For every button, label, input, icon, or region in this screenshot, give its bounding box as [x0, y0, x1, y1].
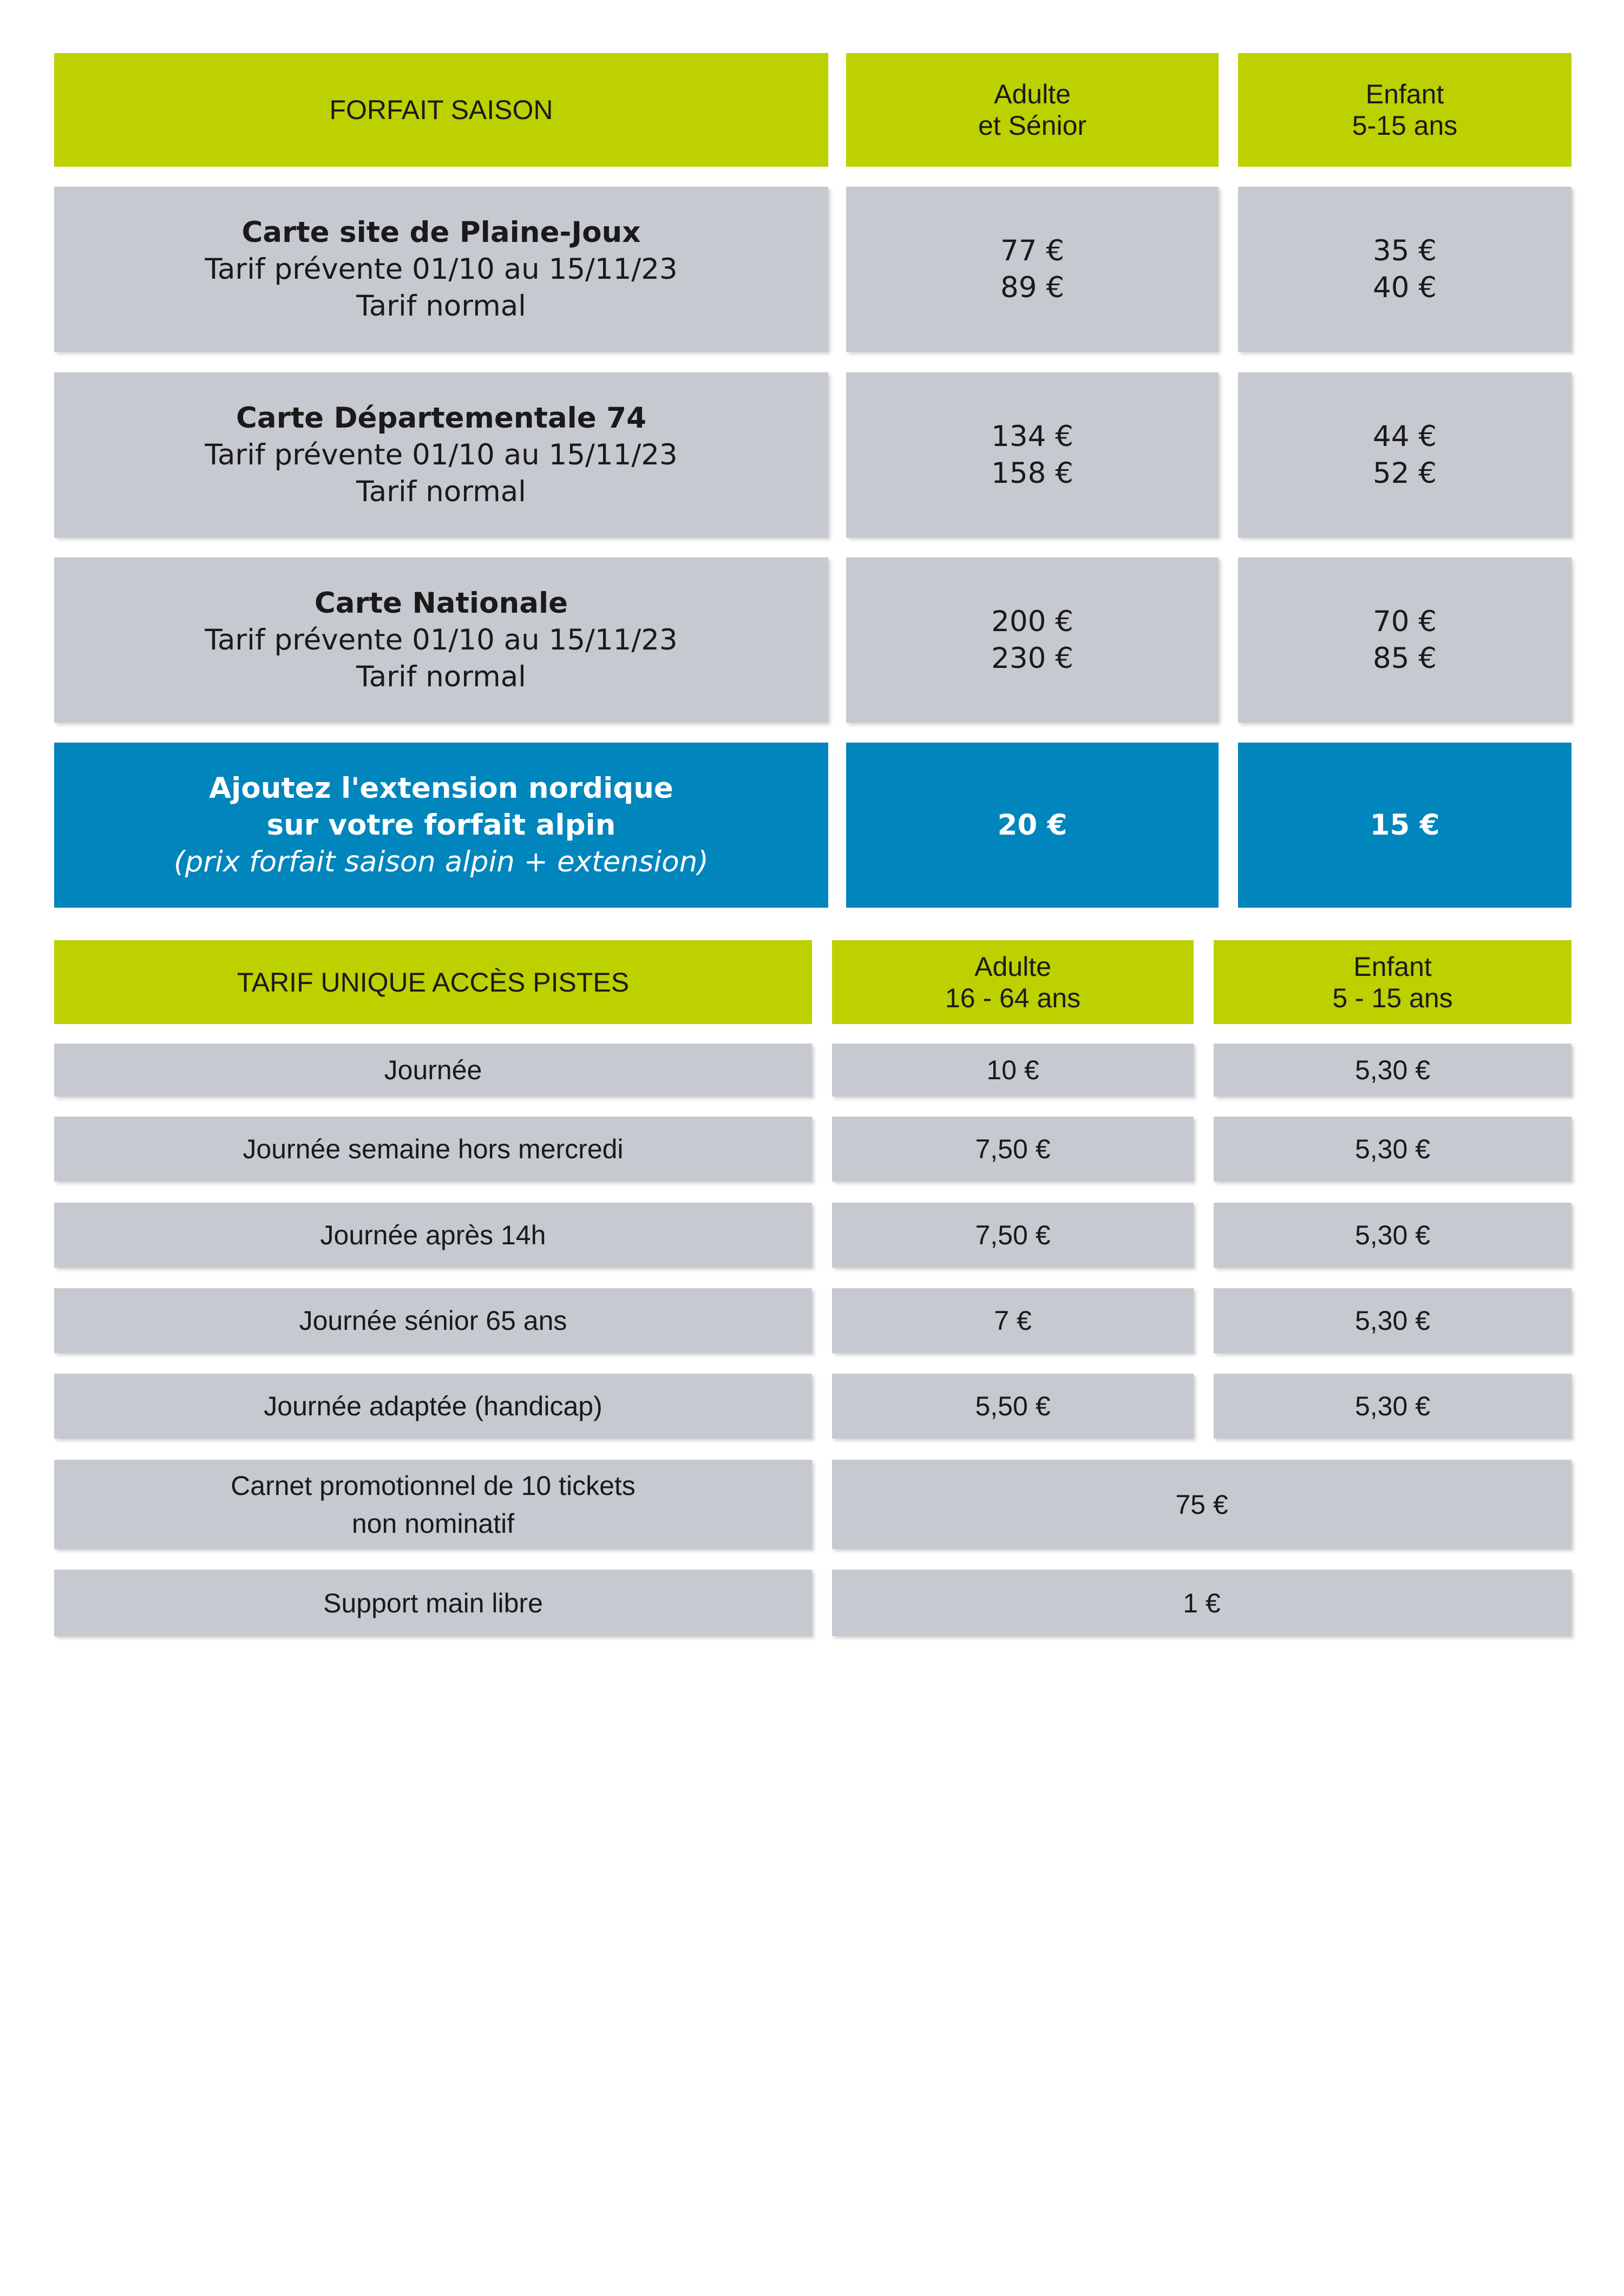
- pass-child-prices: [1238, 372, 1571, 537]
- price: 5,30 €: [1354, 1220, 1430, 1250]
- carnet-line2: non nominatif: [351, 1508, 515, 1539]
- ticket-child-price: [1214, 1374, 1571, 1439]
- price: 5,30 €: [1354, 1391, 1430, 1421]
- ticket-child-price: [1214, 1044, 1571, 1097]
- tarif-unique-adult-header: [832, 940, 1194, 1024]
- ticket-row-label: [54, 1203, 812, 1268]
- carnet-line1: Carnet promotionnel de 10 tickets: [231, 1470, 636, 1501]
- price-presale: 44 €: [1372, 419, 1437, 453]
- ticket-adult-price: [832, 1288, 1194, 1353]
- forfait-saison-header: [54, 53, 828, 167]
- nordic-extension-child-price: [1238, 743, 1571, 908]
- carnet-price: [832, 1460, 1571, 1549]
- nordic-extension-label: [54, 743, 828, 908]
- pass-adult-prices: [846, 372, 1219, 537]
- price: 5,30 €: [1354, 1134, 1430, 1164]
- price: 7,50 €: [975, 1220, 1051, 1250]
- price: 20 €: [997, 808, 1068, 842]
- price-normal: 89 €: [1000, 271, 1064, 304]
- price-normal: 40 €: [1372, 271, 1437, 304]
- pass-title: Carte Nationale: [314, 586, 568, 620]
- price-presale: 35 €: [1372, 234, 1437, 267]
- ticket-adult-price: [832, 1117, 1194, 1182]
- adult-header-line1: Adulte: [974, 951, 1051, 982]
- pass-normal-label: Tarif normal: [356, 660, 526, 693]
- price-presale: 200 €: [991, 605, 1073, 638]
- ticket-label: Journée après 14h: [320, 1220, 546, 1250]
- price: 5,50 €: [975, 1391, 1051, 1421]
- ticket-child-price: [1214, 1288, 1571, 1353]
- carnet-label: [54, 1460, 812, 1549]
- pass-title: Carte site de Plaine-Joux: [241, 215, 641, 249]
- child-header-line1: Enfant: [1365, 79, 1444, 109]
- child-header-line1: Enfant: [1353, 951, 1432, 982]
- ticket-row-label: [54, 1288, 812, 1353]
- ticket-label: Journée adaptée (handicap): [264, 1391, 603, 1421]
- support-label: [54, 1570, 812, 1636]
- pass-presale-label: Tarif prévente 01/10 au 15/11/23: [205, 623, 678, 657]
- pass-title: Carte Départementale 74: [236, 401, 646, 435]
- price: 7,50 €: [975, 1134, 1051, 1164]
- price: 75 €: [1175, 1489, 1228, 1520]
- price: 10 €: [986, 1055, 1039, 1085]
- pass-adult-prices: [846, 557, 1219, 723]
- ticket-adult-price: [832, 1374, 1194, 1439]
- nordic-extension-adult-price: [846, 743, 1219, 908]
- pass-normal-label: Tarif normal: [356, 289, 526, 323]
- pass-row-plaine-joux: [54, 187, 828, 352]
- pass-presale-label: Tarif prévente 01/10 au 15/11/23: [205, 252, 678, 286]
- tarif-unique-title: TARIF UNIQUE ACCÈS PISTES: [237, 967, 630, 998]
- pass-child-prices: [1238, 557, 1571, 723]
- ticket-adult-price: [832, 1203, 1194, 1268]
- price-presale: 134 €: [991, 419, 1073, 453]
- ticket-row-label: [54, 1117, 812, 1182]
- forfait-saison-adult-header: [846, 53, 1219, 167]
- ticket-child-price: [1214, 1203, 1571, 1268]
- price: 5,30 €: [1354, 1306, 1430, 1336]
- pass-presale-label: Tarif prévente 01/10 au 15/11/23: [205, 438, 678, 471]
- tarif-unique-header: [54, 940, 812, 1024]
- price: 1 €: [1183, 1587, 1221, 1618]
- price: 5,30 €: [1354, 1055, 1430, 1085]
- price-presale: 70 €: [1372, 605, 1437, 638]
- ticket-label: Journée sénior 65 ans: [299, 1306, 567, 1336]
- extension-line1: Ajoutez l'extension nordique: [209, 771, 673, 805]
- price: 7 €: [994, 1306, 1032, 1336]
- price-normal: 85 €: [1372, 641, 1437, 675]
- price-presale: 77 €: [1000, 234, 1064, 267]
- ticket-row-label: [54, 1374, 812, 1439]
- ticket-child-price: [1214, 1117, 1571, 1182]
- ticket-label: Journée: [384, 1055, 482, 1085]
- extension-note: (prix forfait saison alpin + extension): [174, 845, 709, 878]
- pass-row-departementale: [54, 372, 828, 537]
- extension-line2: sur votre forfait alpin: [266, 808, 616, 842]
- pass-adult-prices: [846, 187, 1219, 352]
- ticket-adult-price: [832, 1044, 1194, 1097]
- price-normal: 158 €: [991, 456, 1073, 490]
- child-header-line2: 5-15 ans: [1352, 110, 1458, 141]
- adult-header-line2: et Sénior: [978, 110, 1087, 141]
- support-price: [832, 1570, 1571, 1636]
- forfait-saison-title: FORFAIT SAISON: [329, 95, 553, 125]
- adult-header-line2: 16 - 64 ans: [945, 982, 1081, 1013]
- ticket-label: Journée semaine hors mercredi: [243, 1134, 624, 1164]
- price: 15 €: [1370, 808, 1440, 842]
- adult-header-line1: Adulte: [994, 79, 1071, 109]
- ticket-row-label: [54, 1044, 812, 1097]
- price-normal: 230 €: [991, 641, 1073, 675]
- tarif-unique-child-header: [1214, 940, 1571, 1024]
- pass-normal-label: Tarif normal: [356, 475, 526, 508]
- child-header-line2: 5 - 15 ans: [1332, 982, 1453, 1013]
- support-text: Support main libre: [323, 1587, 543, 1618]
- forfait-saison-child-header: [1238, 53, 1571, 167]
- pass-child-prices: [1238, 187, 1571, 352]
- price-normal: 52 €: [1372, 456, 1437, 490]
- pass-row-nationale: [54, 557, 828, 723]
